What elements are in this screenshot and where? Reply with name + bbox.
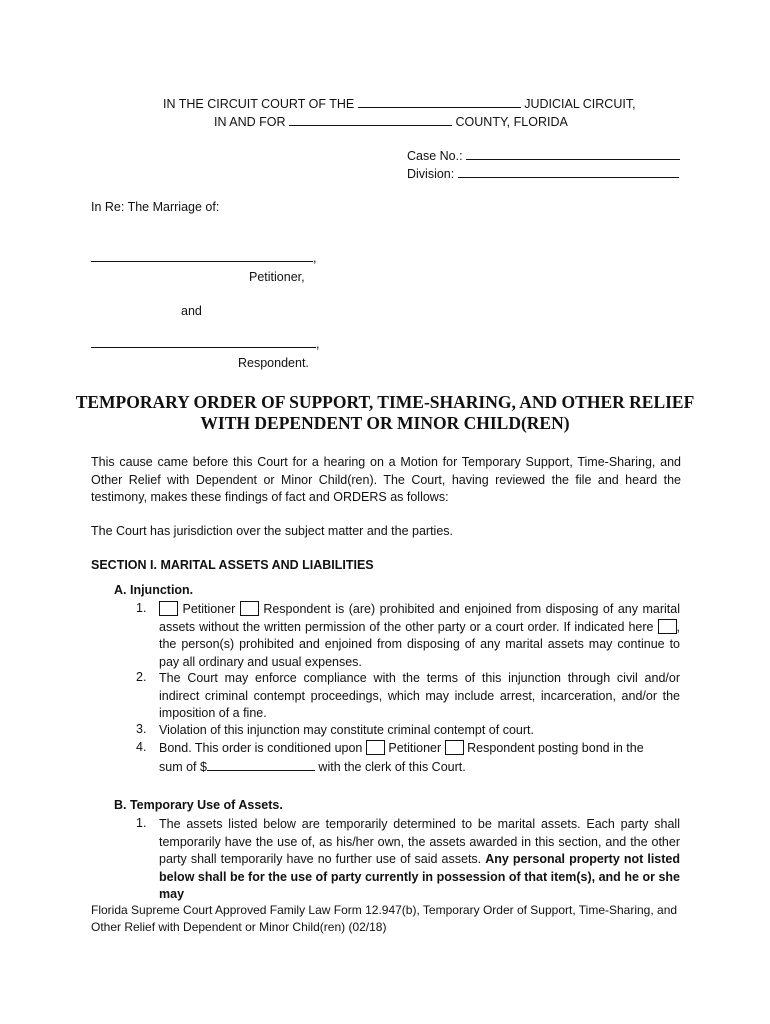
item-number: 1. — [136, 601, 147, 615]
item-number: 2. — [136, 670, 147, 684]
temporary-use-heading: B. Temporary Use of Assets. — [114, 798, 283, 812]
bond-text: Bond. This order is conditioned upon — [159, 741, 363, 755]
respondent-label: Respondent. — [238, 356, 309, 370]
and-label: and — [181, 304, 202, 318]
bond-tail-text: with the clerk of this Court. — [318, 759, 466, 774]
item-number: 4. — [136, 740, 147, 754]
document-title-line2: WITH DEPENDENT OR MINOR CHILD(REN) — [200, 413, 570, 433]
jurisdiction-paragraph: The Court has jurisdiction over the subject matter and the parties. — [91, 524, 453, 538]
petitioner-name-field[interactable] — [91, 249, 313, 262]
item-number: 1. — [136, 816, 147, 830]
injunction-item-3: Violation of this injunction may constitute criminal contempt of court. — [159, 723, 534, 737]
respondent-name-field[interactable] — [91, 335, 316, 348]
temporary-use-item-1 — [159, 816, 680, 904]
case-no-row — [407, 147, 680, 163]
header-line1-prefix: IN THE CIRCUIT COURT OF THE — [163, 97, 355, 111]
header-line1-suffix: JUDICIAL CIRCUIT, — [524, 97, 636, 111]
item-number: 3. — [136, 722, 147, 736]
county-blank[interactable] — [289, 113, 452, 126]
case-no-label: Case No.: — [407, 149, 463, 163]
temporary-use-text: The assets listed below are temporarily determined to be marital assets. Each party shall temporarily have the use of, as his/her own, the assets awarded in this section, and the other party shall temporarily have no further use of said assets. — [159, 817, 680, 866]
temporary-use-bold-text: Any personal property not listed below shall be for the use of party currently in possession of that item(s), and he or she may — [159, 852, 680, 901]
division-row — [407, 165, 679, 181]
bond-sum-label: sum of $ — [159, 759, 207, 774]
form-footer — [91, 902, 691, 936]
judicial-circuit-blank[interactable] — [358, 95, 521, 108]
petitioner-name-row — [91, 249, 316, 265]
injunction-text: Respondent is (are) prohibited and enjoined from disposing of any marital assets without the written permission of the other party or a court order. If indicated here — [159, 602, 680, 634]
case-no-field[interactable] — [466, 147, 680, 160]
header-line2-prefix: IN AND FOR — [214, 115, 286, 129]
bond-amount-field[interactable] — [207, 758, 315, 771]
section1-heading: SECTION I. MARITAL ASSETS AND LIABILITIES — [91, 558, 374, 572]
petitioner-option-label: Petitioner — [182, 602, 236, 616]
court-header-line2 — [214, 113, 568, 129]
injunction-heading: A. Injunction. — [114, 583, 194, 597]
injunction-item-2: The Court may enforce compliance with the terms of this injunction through civil and/or indirect criminal contempt proceedings, which may include arrest, incarceration, and/or the imposition of a fine. — [159, 671, 680, 720]
footer-line1: Florida Supreme Court Approved Family Law Form 12.947(b), Temporary Order of Support, Time-Sharing, and — [91, 903, 678, 917]
petitioner-checkbox[interactable] — [159, 601, 178, 616]
court-header-line1 — [163, 95, 636, 111]
bond-respondent-text: Respondent posting bond in the — [467, 741, 644, 755]
division-field[interactable] — [458, 165, 679, 178]
bond-petitioner-checkbox[interactable] — [366, 740, 385, 755]
injunction-item-1 — [159, 601, 680, 671]
petitioner-label: Petitioner, — [249, 270, 305, 284]
respondent-name-row — [91, 335, 319, 351]
comma: , — [313, 251, 317, 265]
pay-expenses-checkbox[interactable] — [658, 619, 677, 634]
injunction-item-4 — [159, 740, 680, 776]
footer-line2: Other Relief with Dependent or Minor Child(ren) (02/18) — [91, 920, 387, 934]
petitioner-option-label: Petitioner — [388, 741, 442, 755]
division-label: Division: — [407, 167, 455, 181]
intro-paragraph: This cause came before this Court for a hearing on a Motion for Temporary Support, Time-Sharing, and Other Relief with Dependent or Minor Child(ren). The Court, having reviewed the file and heard the testimony, makes these findings of fact and ORDERS as follows: — [91, 455, 681, 504]
respondent-checkbox[interactable] — [240, 601, 259, 616]
bond-respondent-checkbox[interactable] — [445, 740, 464, 755]
injunction-tail-text: , the person(s) prohibited and enjoined from disposing of any marital assets may continue to pay all ordinary and usual expenses. — [159, 619, 680, 669]
header-line2-suffix: COUNTY, FLORIDA — [455, 115, 568, 129]
document-title-line1: TEMPORARY ORDER OF SUPPORT, TIME-SHARING, AND OTHER RELIEF — [75, 392, 695, 412]
in-re-label: In Re: The Marriage of: — [91, 200, 220, 214]
comma: , — [316, 337, 320, 351]
